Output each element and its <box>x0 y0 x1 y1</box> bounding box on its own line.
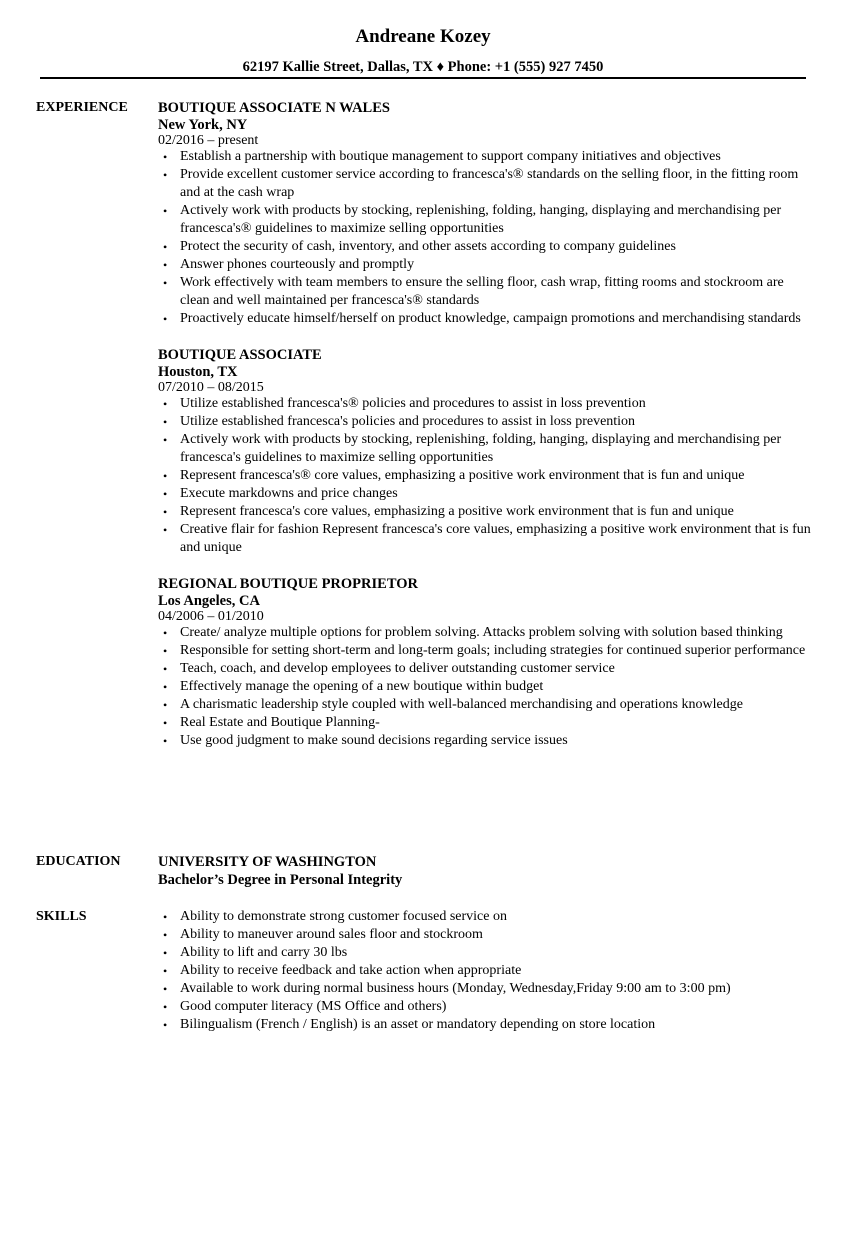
bullet-icon: • <box>163 680 168 694</box>
bullet-text: Utilize established francesca's® policies and procedures to assist in loss prevention <box>180 396 646 411</box>
bullet-icon: • <box>163 644 168 658</box>
bullet-icon: • <box>163 276 168 290</box>
list-item <box>158 467 813 485</box>
job-location: Houston, TX <box>158 364 238 380</box>
bullet-icon: • <box>163 523 168 537</box>
list-item <box>158 998 813 1016</box>
bullet-icon: • <box>163 928 168 942</box>
bullet-icon: • <box>163 1018 168 1032</box>
list-item <box>158 696 813 714</box>
bullet-text: Create/ analyze multiple options for problem solving. Attacks problem solving with solution based thinking <box>180 625 783 640</box>
bullet-icon: • <box>163 716 168 730</box>
bullet-icon: • <box>163 258 168 272</box>
bullet-text: Creative flair for fashion Represent francesca's core values, emphasizing a positive work environment that is fun and unique <box>180 522 811 555</box>
list-item <box>158 485 813 503</box>
list-item <box>158 148 813 166</box>
list-item <box>158 310 813 328</box>
list-item <box>158 413 813 431</box>
list-item <box>158 274 813 310</box>
list-item <box>158 395 813 413</box>
bullet-icon: • <box>163 626 168 640</box>
list-item <box>158 238 813 256</box>
job-entry <box>158 346 813 557</box>
bullet-icon: • <box>163 397 168 411</box>
bullet-icon: • <box>163 312 168 326</box>
bullet-icon: • <box>163 910 168 924</box>
bullet-text: Execute markdowns and price changes <box>180 486 398 501</box>
job-bullets <box>158 395 813 557</box>
list-item <box>158 1016 813 1034</box>
skills-bullets <box>158 908 813 1034</box>
bullet-text: Represent francesca's core values, emphasizing a positive work environment that is fun and unique <box>180 504 734 519</box>
list-item <box>158 962 813 980</box>
list-item <box>158 908 813 926</box>
bullet-icon: • <box>163 433 168 447</box>
bullet-text: Teach, coach, and develop employees to deliver outstanding customer service <box>180 661 615 676</box>
job-dates: 04/2006 – 01/2010 <box>158 609 264 624</box>
education-body <box>158 853 813 889</box>
bullet-icon: • <box>163 168 168 182</box>
list-item <box>158 714 813 732</box>
bullet-icon: • <box>163 240 168 254</box>
bullet-text: Protect the security of cash, inventory, and other assets according to company guidelines <box>180 239 676 254</box>
skill-text: Good computer literacy (MS Office and others) <box>180 999 447 1014</box>
candidate-name: Andreane Kozey <box>355 26 491 47</box>
bullet-icon: • <box>163 150 168 164</box>
job-dates: 02/2016 – present <box>158 133 259 148</box>
list-item <box>158 256 813 274</box>
job-title: REGIONAL BOUTIQUE PROPRIETOR <box>158 576 418 592</box>
bullet-icon: • <box>163 964 168 978</box>
bullet-text: Effectively manage the opening of a new boutique within budget <box>180 679 544 694</box>
job-entry <box>158 575 813 750</box>
skills-body <box>158 908 813 1034</box>
degree: Bachelor’s Degree in Personal Integrity <box>158 872 403 888</box>
list-item <box>158 624 813 642</box>
skill-text: Available to work during normal business hours (Monday, Wednesday,Friday 9:00 am to 3:00 pm) <box>180 981 731 996</box>
bullet-icon: • <box>163 415 168 429</box>
bullet-text: Responsible for setting short-term and long-term goals; including strategies for continued superior performance <box>180 643 806 658</box>
job-location: New York, NY <box>158 117 248 133</box>
section-label-experience: EXPERIENCE <box>36 100 128 115</box>
bullet-text: Use good judgment to make sound decisions regarding service issues <box>180 733 568 748</box>
job-dates: 07/2010 – 08/2015 <box>158 380 264 395</box>
bullet-text: Actively work with products by stocking, replenishing, folding, hanging, displaying and merchandising per francesca's guidelines to maximize selling opportunities <box>180 432 782 465</box>
section-label-skills: SKILLS <box>36 909 87 924</box>
list-item <box>158 980 813 998</box>
header-divider <box>40 77 806 79</box>
bullet-icon: • <box>163 204 168 218</box>
bullet-text: Utilize established francesca's policies and procedures to assist in loss prevention <box>180 414 636 429</box>
bullet-icon: • <box>163 505 168 519</box>
experience-list <box>158 99 813 768</box>
bullet-text: Proactively educate himself/herself on product knowledge, campaign promotions and merchandising standards <box>180 311 801 326</box>
list-item <box>158 926 813 944</box>
list-item <box>158 166 813 202</box>
bullet-icon: • <box>163 487 168 501</box>
bullet-text: Represent francesca's® core values, emphasizing a positive work environment that is fun and unique <box>180 468 745 483</box>
bullet-text: A charismatic leadership style coupled with well-balanced merchandising and operations knowledge <box>180 697 743 712</box>
bullet-icon: • <box>163 734 168 748</box>
list-item <box>158 503 813 521</box>
job-location: Los Angeles, CA <box>158 593 260 609</box>
skill-text: Bilingualism (French / English) is an asset or mandatory depending on store location <box>180 1017 656 1032</box>
list-item <box>158 431 813 467</box>
bullet-icon: • <box>163 1000 168 1014</box>
contact-line: 62197 Kallie Street, Dallas, TX ♦ Phone: +1 (555) 927 7450 <box>242 59 604 75</box>
skill-text: Ability to lift and carry 30 lbs <box>180 945 348 960</box>
list-item <box>158 521 813 557</box>
bullet-text: Provide excellent customer service according to francesca's® standards on the selling floor, in the fitting room and at the cash wrap <box>180 167 799 200</box>
bullet-text: Work effectively with team members to ensure the selling floor, cash wrap, fitting rooms and stockroom are clean and well maintained per francesca's® standards <box>180 275 784 308</box>
list-item <box>158 202 813 238</box>
list-item <box>158 732 813 750</box>
job-bullets <box>158 624 813 750</box>
skill-text: Ability to maneuver around sales floor and stockroom <box>180 927 483 942</box>
bullet-icon: • <box>163 662 168 676</box>
section-label-education: EDUCATION <box>36 854 121 869</box>
list-item <box>158 660 813 678</box>
list-item <box>158 678 813 696</box>
job-bullets <box>158 148 813 328</box>
skill-text: Ability to demonstrate strong customer focused service on <box>180 909 507 924</box>
bullet-text: Answer phones courteously and promptly <box>180 257 415 272</box>
bullet-icon: • <box>163 982 168 996</box>
bullet-icon: • <box>163 698 168 712</box>
bullet-icon: • <box>163 469 168 483</box>
list-item <box>158 944 813 962</box>
list-item <box>158 642 813 660</box>
skill-text: Ability to receive feedback and take action when appropriate <box>180 963 522 978</box>
job-entry <box>158 99 813 328</box>
job-title: BOUTIQUE ASSOCIATE N WALES <box>158 100 390 116</box>
bullet-text: Establish a partnership with boutique management to support company initiatives and objectives <box>180 149 721 164</box>
bullet-icon: • <box>163 946 168 960</box>
school-name: UNIVERSITY OF WASHINGTON <box>158 854 377 870</box>
bullet-text: Actively work with products by stocking, replenishing, folding, hanging, displaying and merchandising per francesca's® guidelines to maximize selling opportunities <box>180 203 782 236</box>
bullet-text: Real Estate and Boutique Planning- <box>180 715 380 730</box>
job-title: BOUTIQUE ASSOCIATE <box>158 347 322 363</box>
